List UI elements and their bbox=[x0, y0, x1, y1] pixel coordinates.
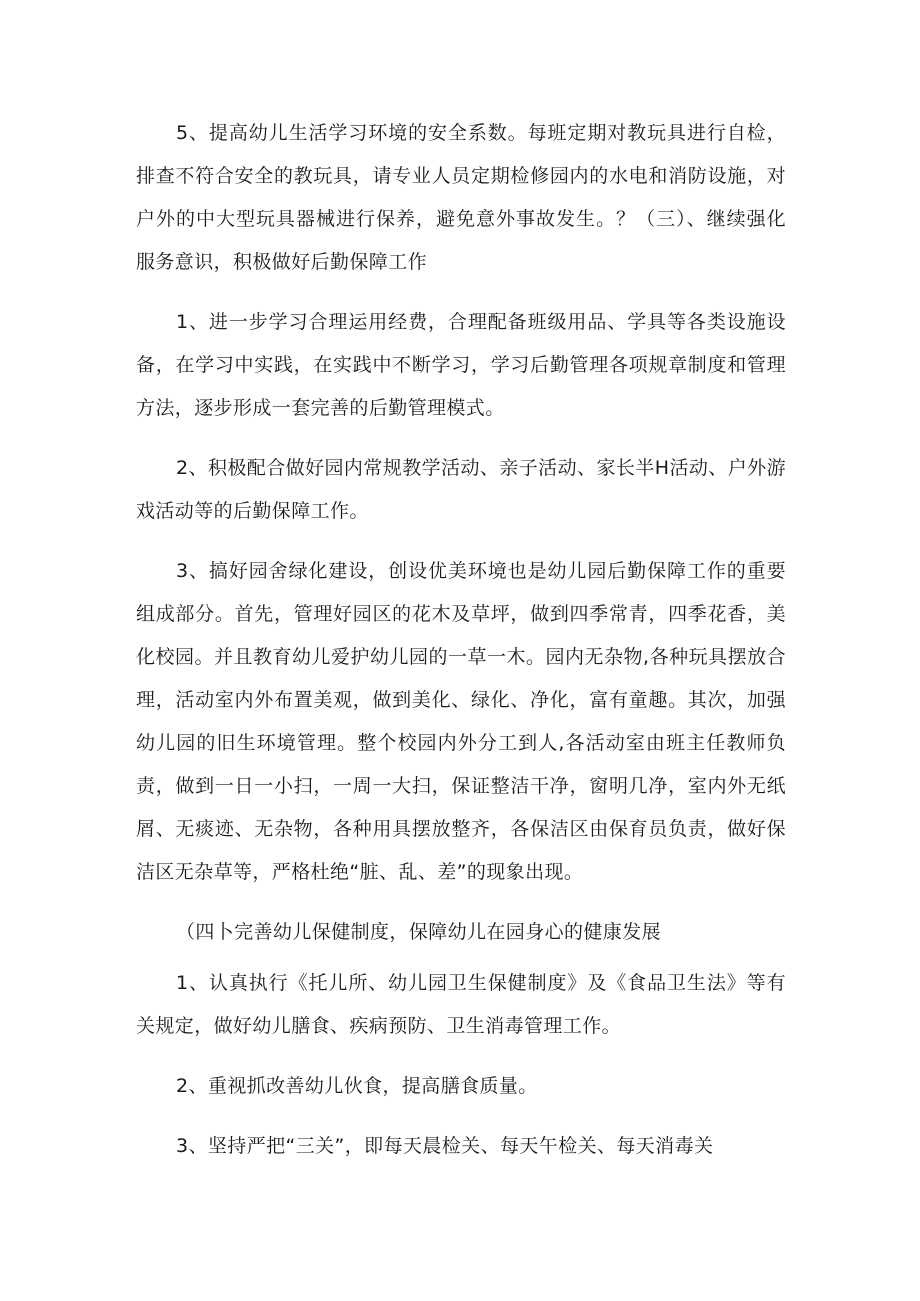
paragraph-greening: 3、搞好园舍绿化建设，创设优美环境也是幼儿园后勤保障工作的重要组成部分。首先，管理好园区的花木及草坪，做到四季常青，四季花香，美化校园。并且教育幼儿爱护幼儿园的一草一木。园内无杂物,各种玩具摆放合理，活动室内外布置美观，做到美化、绿化、净化，富有童趣。其次，加强幼儿园的旧生环境管理。整个校园内外分工到人,各活动室由班主任教师负责，做到一日一小扫，一周一大扫，保证整洁干净，窗明几净，室内外无纸屑、无痰迹、无杂物，各种用具摆放整齐，各保洁区由保育员负责，做好保洁区无杂草等，严格杜绝“脏、乱、差”的现象出现。 bbox=[136, 560, 786, 883]
paragraph-regulations: 1、认真执行《托儿所、幼儿园卫生保健制度》及《食品卫生法》等有关规定，做好幼儿膳食、疾病预防、卫生消毒管理工作。 bbox=[136, 972, 786, 1037]
section-heading-health: （四卜完善幼儿保健制度，保障幼儿在园身心的健康发展 bbox=[176, 921, 662, 943]
paragraph-meals: 2、重视抓改善幼儿伙食，提高膳食质量。 bbox=[176, 1075, 538, 1097]
paragraph-activities: 2、积极配合做好园内常规教学活动、亲子活动、家长半H活动、户外游戏活动等的后勤保障工作。 bbox=[136, 457, 786, 522]
paragraph-three-checks: 3、坚持严把“三关”，即每天晨检关、每天午检关、每天消毒关 bbox=[176, 1135, 714, 1157]
document-body bbox=[136, 112, 786, 1185]
paragraph-safety: 5、提高幼儿生活学习环境的安全系数。每班定期对教玩具进行自检，排查不符合安全的教玩具，请专业人员定期检修园内的水电和消防设施，对户外的中大型玩具器械进行保养，避免意外事故发生。？（三）、继续强化服务意识，积极做好后勤保障工作 bbox=[136, 122, 786, 273]
paragraph-funds: 1、进一步学习合理运用经费，合理配备班级用品、学具等各类设施设备，在学习中实践，在实践中不断学习，学习后勤管理各项规章制度和管理方法，逐步形成一套完善的后勤管理模式。 bbox=[136, 311, 786, 419]
